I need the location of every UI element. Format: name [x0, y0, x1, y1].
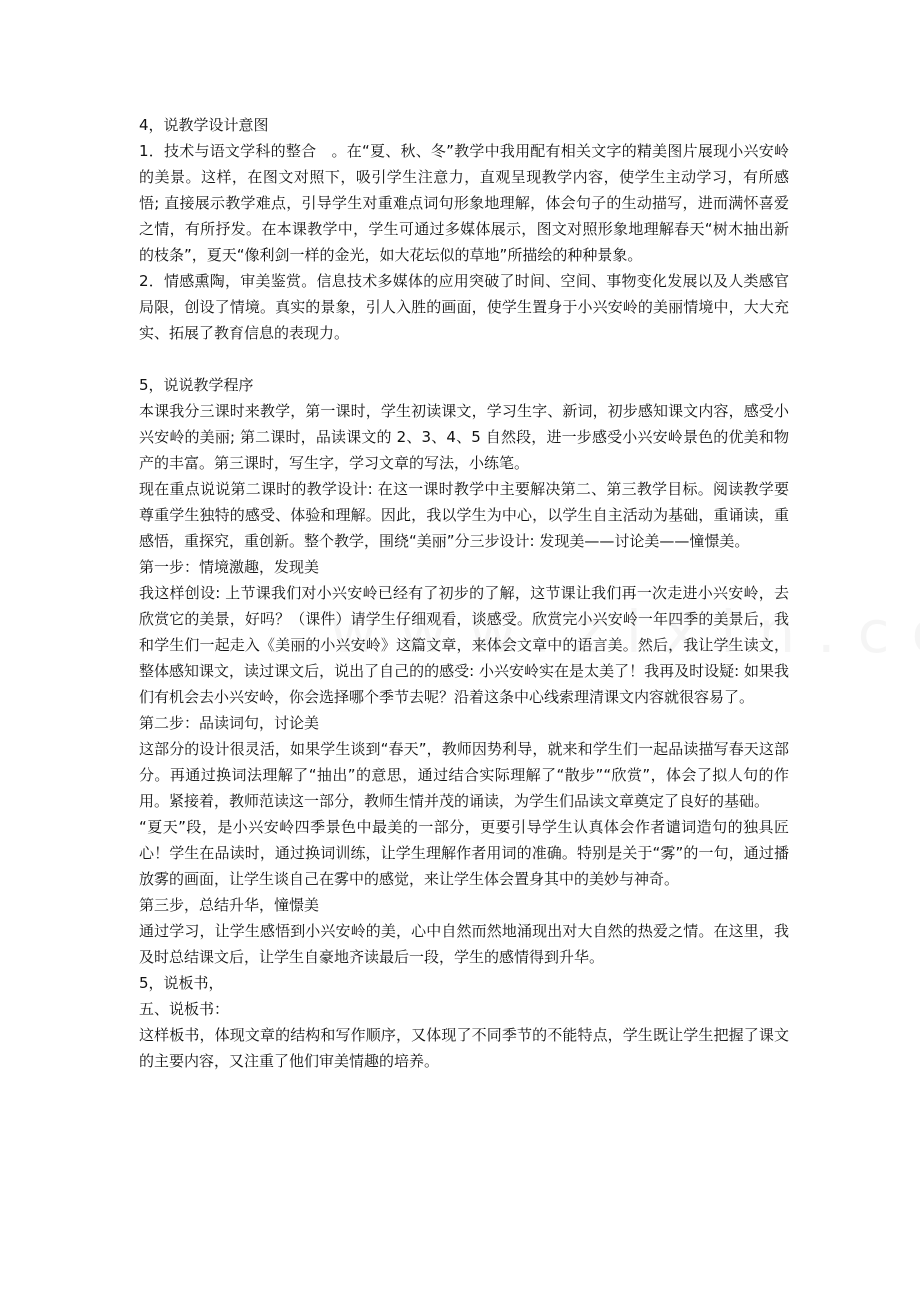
blank-line: [139, 346, 789, 372]
paragraph-step-two-spring: 这部分的设计很灵活，如果学生谈到“春天”，教师因势利导，就来和学生们一起品读描写春天这部分。再通过换词法理解了“抽出”的意思，通过结合实际理解了“散步”“欣赏”，体会了拟人句的作用。紧接着，教师范读这一部分，教师生情并茂的诵读，为学生们品读文章奠定了良好的基础。: [139, 740, 789, 810]
paragraph-second-lesson-design: 现在重点说说第二课时的教学设计: 在这一课时教学中主要解决第二、第三教学目标。阅读教学要尊重学生独特的感受、体验和理解。因此，我以学生为中心，以学生自主活动为基础，重诵读，重感悟，重探究，重创新。整个教学，围绕“美丽”分三步设计: 发现美——讨论美——憧憬美。: [139, 480, 789, 550]
heading-design-intent: 4，说教学设计意图: [139, 116, 269, 134]
paragraph-three-lessons: 本课我分三课时来教学，第一课时，学生初读课文，学习生字、新词，初步感知课文内容，感受小兴安岭的美丽; 第二课时，品读课文的 2、3、4、5 自然段，进一步感受小兴安岭景色的优美和物产的丰富。第三课时，写生字，学习文章的写法，小练笔。: [139, 402, 789, 472]
paragraph-emotion-aesthetics: 2．情感熏陶，审美鉴赏。信息技术多媒体的应用突破了时间、空间、事物变化发展以及人类感官局限，创设了情境。真实的景象，引人入胜的画面，使学生置身于小兴安岭的美丽情境中，大大充实、拓展了教育信息的表现力。: [139, 272, 789, 342]
heading-step-three: 第三步，总结升华，憧憬美: [139, 896, 320, 914]
heading-step-two: 第二步：品读词句，讨论美: [139, 714, 320, 732]
heading-board-writing: 5，说板书，: [139, 974, 224, 992]
heading-step-one: 第一步：情境激趣，发现美: [139, 558, 320, 576]
paragraph-board-writing: 这样板书，体现文章的结构和写作顺序，又体现了不同季节的不能特点，学生既让学生把握了课文的主要内容，又注重了他们审美情趣的培养。: [139, 1026, 789, 1070]
heading-board-writing-five: 五、说板书：: [139, 1000, 230, 1018]
paragraph-step-three: 通过学习，让学生感悟到小兴安岭的美，心中自然而然地涌现出对大自然的热爱之情。在这里，我及时总结课文后，让学生自豪地齐读最后一段，学生的感情得到升华。: [139, 922, 789, 966]
document-page: [139, 112, 789, 1074]
heading-teaching-procedure: 5，说说教学程序: [139, 376, 254, 394]
paragraph-tech-integration: 1．技术与语文学科的整合 。在“夏、秋、冬”教学中我用配有相关文字的精美图片展现小兴安岭的美景。这样，在图文对照下，吸引学生注意力，直观呈现教学内容，使学生主动学习，有所感悟; 直接展示教学难点，引导学生对重难点词句形象地理解，体会句子的生动描写，进而满怀喜爱之情，有所抒发。在本课教学中，学生可通过多媒体展示，图文对照形象地理解春天“树木抽出新的枝条”，夏天“像利剑一样的金光，如大花坛似的草地”所描绘的种种景象。: [139, 142, 789, 264]
paragraph-step-two-summer: “夏天”段，是小兴安岭四季景色中最美的一部分，更要引导学生认真体会作者谴词造句的独具匠心！学生在品读时，通过换词训练，让学生理解作者用词的准确。特别是关于“雾”的一句，通过播放雾的画面，让学生谈自己在雾中的感觉，来让学生体会置身其中的美妙与神奇。: [139, 818, 789, 888]
paragraph-step-one: 我这样创设: 上节课我们对小兴安岭已经有了初步的了解，这节课让我们再一次走进小兴安岭，去欣赏它的美景，好吗？（课件）请学生仔细观看，谈感受。欣赏完小兴安岭一年四季的美景后，我和学生们一起走入《美丽的小兴安岭》这篇文章，来体会文章中的语言美。然后，我让学生读文，整体感知课文，读过课文后，说出了自己的的感受: 小兴安岭实在是太美了！我再及时设疑: 如果我们有机会去小兴安岭，你会选择哪个季节去呢？沿着这条中心线索理清课文内容就很容易了。: [139, 584, 789, 706]
